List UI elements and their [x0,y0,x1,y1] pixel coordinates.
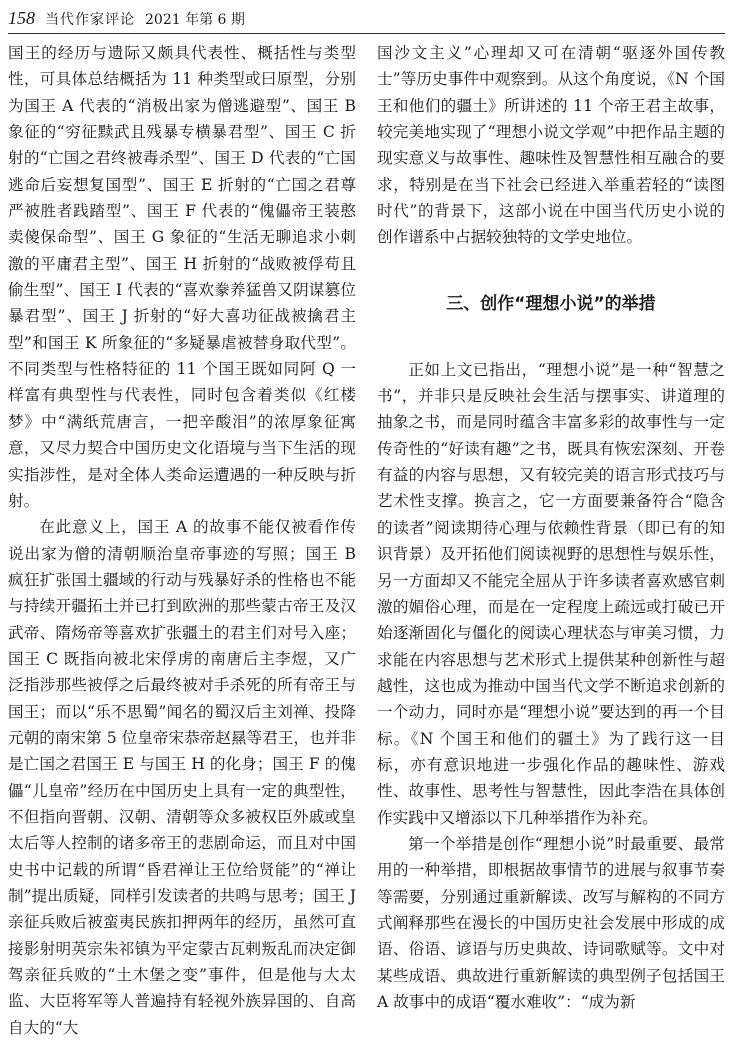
right-column [377,40,725,1015]
header-rule [8,33,725,34]
paragraph: 第一个举措是创作“理想小说”时最重要、最常用的一种举措，即根据故事情节的进展与叙事节奏等需要，分别通过重新解读、改写与解构的不同方式阐释那些在漫长的中国历史社会发展中形成的成语、俗语、谚语与历史典故、诗词歌赋等。文中对某些成语、典故进行重新解读的典型例子包括国王 A 故事中的成语“覆水难收”：“成为新 [377,834,725,1011]
paragraph: 国王的经历与遗际又颇具代表性、概括性与类型性，可具体总结概括为 11 种类型或曰原型，分别为国王 A 代表的“消极出家为僧逃避型”、国王 B 象征的“穷征黩武且残暴专横暴君型”、国王 C 折射的“亡国之君终被毒杀型”、国王 D 代表的“亡国逃命后妄想复国型”、国王 E 折射的“亡国之君尊严被胜者践踏型”、国王 F 代表的“傀儡帝王装憨卖傻保命型”、国王 G 象征的“生活无聊追求小刺激的平庸君主型”、国王 H 折射的“战败被俘苟且偷生型”、国王 I 代表的“喜欢豢养猛兽又阴谋篡位暴君型”、国王 J 折射的“好大喜功征战被擒君主型”和国王 K 所象征的“多疑暴虐被替身取代型”。不同类型与性格特征的 11 个国王既如同阿 Q 一样富有典型性与代表性，同时包含着类似《红楼梦》中“满纸荒唐言，一把辛酸泪”的浓厚象征寓意，又尽力契合中国历史文化语境与当下生活的现实指涉性，是对全体人类命运遭遇的一种反映与折射。 [8,44,356,510]
issue-label: 2021 年第 6 期 [145,12,245,28]
section-heading: 三、创作“理想小说”的举措 [446,293,656,314]
journal-title: 当代作家评论 [45,12,135,28]
paragraph: 国沙文主义”心理却又可在清朝“驱逐外国传教士”等历史事件中观察到。从这个角度说，《N 个国王和他们的疆土》所讲述的 11 个帝王君主故事，较完美地实现了“理想小说文学观”中把作品主题的现实意义与故事性、趣味性及智慧性相互融合的要求，特别是在当下社会已经进入举重若轻的“读图时代”的背景下，这部小说在中国当代历史小说的创作谱系中占据较独特的文学史地位。 [377,44,725,247]
paragraph: 在此意义上，国王 A 的故事不能仅被看作传说出家为僧的清朝顺治皇帝事迹的写照；国王 B 疯狂扩张国土疆域的行动与残暴好杀的性格也不能与持续开疆拓土并已打到欧洲的那些蒙古帝王及汉武帝、隋炀帝等喜欢扩张疆土的君主们对号入座；国王 C 既指向被北宋俘虏的南唐后主李煜，又广泛指涉那些被俘之后最终被对手杀死的所有帝王与国王；而以“乐不思蜀”闻名的蜀汉后主刘禅、投降元朝的南宋第 5 位皇帝宋恭帝赵㬎等君王，也并非是亡国之君国王 E 与国王 H 的化身；国王 F 的傀儡“儿皇帝”经历在中国历史上具有一定的典型性，不但指向晋朝、汉朝、清朝等众多被权臣外戚或皇太后等人控制的诸多帝王的悲剧命运，而且对中国史书中记载的所谓“昏君禅让王位给贤能”的“禅让制”提出质疑，同样引发读者的共鸣与思考；国王 J 亲征兵败后被蛮夷民族扣押两年的经历，虽然可直接影射明英宗朱祁镇为平定蒙古瓦剌叛乱而决定御驾亲征兵败的“土木堡之变”事件，但是他与大太监、大臣将军等人普遍持有轻视外族异国的、自高自大的“大 [8,518,356,1037]
running-header [8,8,725,30]
paragraph: 正如上文已指出，“理想小说”是一种“智慧之书”，并非只是反映社会生活与摆事实、讲道理的抽象之书，而是同时蕴含丰富多彩的故事性与一定传奇性的“好读有趣”之书，既具有恢宏深刻、开卷有益的内容与思想，又有较完美的语言形式技巧与艺术性支撑。换言之，它一方面要兼备符合“隐含的读者”阅读期待心理与依赖性背景（即已有的知识背景）及开拓他们阅读视野的思想性与娱乐性，另一方面却又不能完全屈从于许多读者喜欢感官刺激的媚俗心理，而是在一定程度上疏远或打破已开始逐渐固化与僵化的阅读心理状态与审美习惯，力求能在内容思想与艺术形式上提供某种创新性与超越性，这也成为推动中国当代文学不断追求创新的一个动力，同时亦是“理想小说”要达到的再一个目标。《N 个国王和他们的疆土》为了践行这一目标，亦有意识地进一步强化作品的趣味性、游戏性、故事性、思考性与智慧性，因此李浩在具体创作实践中又增添以下几种举措作为补充。 [377,360,725,827]
left-column [8,40,356,1041]
page-number: 158 [8,8,35,28]
